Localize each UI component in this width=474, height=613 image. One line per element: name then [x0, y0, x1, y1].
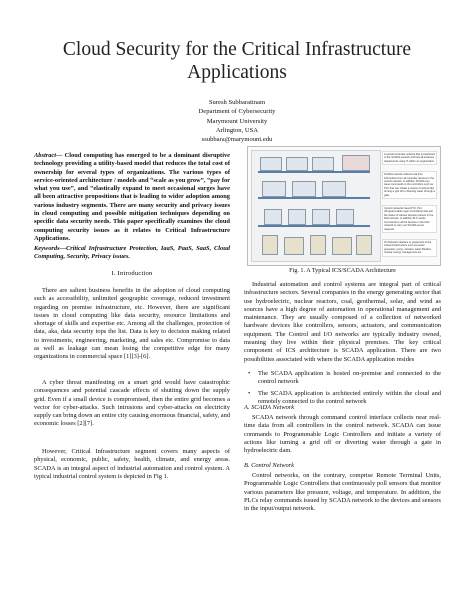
corporate-database	[312, 157, 334, 171]
abstract-text: Cloud computing has emerged to be a dominant disruptive technology providing a utility-based model that reduces the total cost of ownership for several types of organizations. The various types of service-oriented architecture / models and “scale as you grow”, “pay for what you use”, and “elastically expand to meet occasional surges have all been attractive propositions that is leading to wider adoption among various industry segments. There are many security and privacy issues in cloud computing and possible mitigation techniques depending on specific data security needs. This paper specifically examines the cloud computing security issues as it relates to Critical Infrastructure Applications.	[34, 152, 230, 242]
control-network-line	[258, 225, 370, 227]
scada-network-paragraph: SCADA network through command control interface collects near real-time data from all controllers in the control network. SCADA can issue commands to Programmable Logic Controllers and initiate a variety of actions like turning a grid off or diverting water through a gate in hydroelectric dam.	[244, 414, 441, 455]
intro-paragraph-2: A cyber threat manifesting on a smart grid would have catastrophic consequences and potential cascade effects of shutting down the supply grid. Even if a small device is compromised, then the entire grid becomes a vector for cyber-attacks. Such intrusions and cyber-attacks on electricity supply can bring down an entire city causing enormous financial, safety, and economic losses [2][7].	[34, 379, 230, 428]
scada-server	[262, 181, 286, 197]
corporate-workstation	[260, 157, 282, 171]
section-heading-introduction: I. Introduction	[111, 270, 153, 277]
bullet-item: • The SCADA application is hosted on-premise and connected to the control network	[244, 370, 441, 387]
rtu-device	[336, 209, 354, 225]
intro-paragraph-1: There are salient business benefits in the adoption of cloud computing such as accessibility, unlimited geographic coverage, reduced investment regarding on premise infrastructure, etc. However, there are significant issues in cloud computing like data security, resource limitations and shortage of skills and expertise etc. Among all the challenges, protection of data, aka, data security tops the list. Data is key to decision making related to investments, engineering, marketing, and sales etc. Compromise to data as well as leakage can mean losing the competitive edge for many organizations in commercial space [1][3]-[6].	[34, 287, 230, 361]
corporate-server	[286, 157, 308, 171]
field-equipment	[262, 235, 278, 255]
keywords: Keywords—Critical Infrastructure Protection, IaaS, PaaS, SaaS, Cloud Computing, Security, Privacy issues.	[34, 245, 230, 261]
field-equipment	[310, 235, 326, 255]
author-block	[150, 98, 324, 144]
author-name: Suresh Subbaratinam	[208, 99, 266, 106]
plc-device	[312, 209, 330, 225]
field-equipment	[356, 235, 372, 255]
field-equipment	[332, 237, 352, 255]
control-network-paragraph: Control networks, on the contrary, comprise Remote Terminal Units, Programmable Logic Controllers that continuously poll sensors that monitor various parameters like pressure, voltage, and temperature. In addition, the PLCs relay commands issued by SCADA network to the devices and sensors in the input/output network.	[244, 472, 441, 513]
subsection-heading-control: B. Control Network	[244, 462, 295, 469]
author-location: Arlington, USA	[215, 126, 259, 134]
ics-scada-architecture-figure	[247, 146, 441, 266]
figure-note-corporate: A typical corporate network that is interfaced to the SCADA network and has all business departments using IT within an organization.	[382, 151, 437, 165]
figure-caption: Fig. 1. A Typical ICS/SCADA Architecture	[289, 267, 396, 274]
right-paragraph-intro: Industrial automation and control systems are integral part of critical infrastructure sectors. Several companies in the energy generating sector that use hydroelectric, nuclear reactors, coal, geothermal, solar, and wind as sources have a high degree of automation in operational management and maintenance. They are usually composed of a collection of networked hardware devices like controllers, sensors, actuators, and communication equipment. The Control and I/O networks are typically industry owned, meaning they live within their physical premises. The key critical component of ICS architecture is SCADA application. There are two possibilities associated with where the SCADA application resides	[244, 281, 441, 363]
bullet-item: • The SCADA application is architected entirely within the cloud and remotely connected to the control network	[244, 390, 441, 407]
firewall-box	[342, 155, 370, 171]
abstract-label: Abstract—	[34, 152, 63, 159]
author-email: ssubbara@marymount.edu	[201, 136, 273, 144]
architecture-diagram	[251, 150, 381, 262]
figure-note-control: Control networks have RTU, PLC (Programmable Logic Controllers) that poll the status of various devices present in the field network. In addition PLC sends commands to all the devices in the field network to carry out SCADA server requests.	[382, 205, 437, 233]
abstract	[34, 152, 230, 243]
corporate-network-line	[258, 171, 370, 173]
author-university: Marymount University	[206, 117, 268, 125]
intro-paragraph-3: However, Critical Infrastructure segment covers many aspects of physical, economic, public, safety, health, climate, and energy areas. SCADA is an integral aspect of industrial automation and control system. A typical industrial control system is depicted in Fig 1.	[34, 448, 230, 480]
figure-note-io: I/O Network interface to equipment of the critical infrastructure such as power generator, pump, elevator, water filtration, nuclear energy management etc.	[382, 239, 437, 257]
figure-notes	[382, 151, 437, 263]
paper-title: Cloud Security for the Critical Infrastructure Applications	[62, 39, 412, 83]
plc-device	[264, 209, 282, 225]
scada-network-line	[258, 197, 370, 199]
rtu-device	[288, 209, 306, 225]
figure-note-scada: SCADA network collects real time information from all controller devices in the control network. In addition SCADA can issue commands to the controllers such as PLC that can initiate a variety of actions like turning a grid off or diverting water through a gate.	[382, 171, 437, 199]
hmi-station	[292, 181, 316, 197]
historian	[322, 181, 346, 197]
field-equipment	[284, 237, 304, 255]
author-department: Department of Cybersecurity	[198, 108, 276, 116]
subsection-heading-scada: A. SCADA Network	[244, 404, 295, 411]
